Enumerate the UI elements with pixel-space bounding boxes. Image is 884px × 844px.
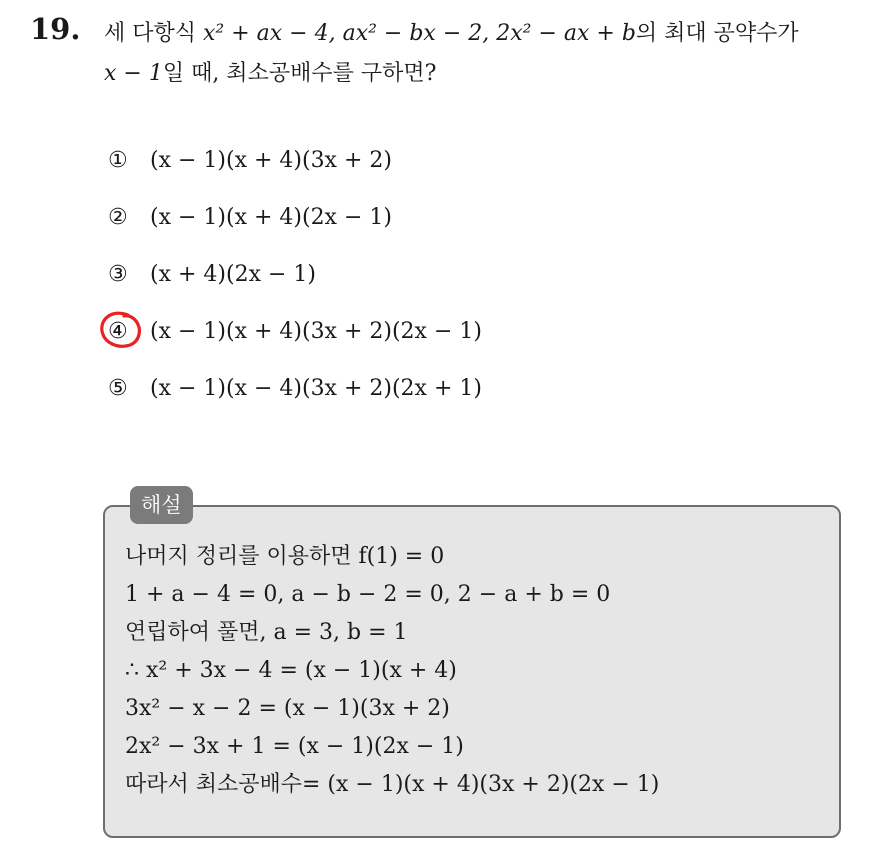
solution-line-6: 2x² − 3x + 1 = (x − 1)(2x − 1): [125, 734, 464, 759]
choice-5[interactable]: [108, 364, 482, 421]
choice-4-number: ④: [108, 319, 128, 344]
choice-4-expression: (x − 1)(x + 4)(3x + 2)(2x − 1): [150, 319, 482, 344]
choice-1-number: ①: [108, 148, 128, 173]
solution-line-7: 따라서 최소공배수= (x − 1)(x + 4)(3x + 2)(2x − 1): [125, 772, 660, 797]
solution-lines: [125, 540, 659, 806]
choice-1[interactable]: [108, 136, 482, 193]
choice-3-expression: (x + 4)(2x − 1): [150, 262, 316, 287]
choice-1-expression: (x − 1)(x + 4)(3x + 2): [150, 148, 392, 173]
solution-line-5: 3x² − x − 2 = (x − 1)(3x + 2): [125, 696, 450, 721]
solution-line-3: 연립하여 풀면, a = 3, b = 1: [125, 620, 408, 645]
choice-2-number: ②: [108, 205, 128, 230]
answer-choices: [108, 136, 482, 421]
solution-tag: 해설: [130, 486, 193, 524]
choice-2[interactable]: [108, 193, 482, 250]
choice-3[interactable]: [108, 250, 482, 307]
choice-5-expression: (x − 1)(x − 4)(3x + 2)(2x + 1): [150, 376, 482, 401]
solution-line-2: 1 + a − 4 = 0, a − b − 2 = 0, 2 − a + b = 0: [125, 582, 611, 607]
question-line-1: [104, 14, 874, 54]
question-text: [104, 14, 874, 94]
choice-4[interactable]: [108, 307, 482, 364]
question-line2-suffix: 일 때, 최소공배수를 구하면?: [162, 61, 437, 86]
choice-3-number: ③: [108, 262, 128, 287]
choice-5-number: ⑤: [108, 376, 128, 401]
solution-line-1: 나머지 정리를 이용하면 f(1) = 0: [125, 544, 445, 569]
question-line1-prefix: 세 다항식: [104, 21, 197, 46]
question-line-2: [104, 54, 874, 94]
question-line2-math: x − 1: [104, 61, 163, 86]
choice-2-expression: (x − 1)(x + 4)(2x − 1): [150, 205, 392, 230]
question-line1-suffix: 의 최대 공약수가: [635, 21, 799, 46]
question-number: 19.: [30, 12, 81, 46]
solution-line-4: ∴ x² + 3x − 4 = (x − 1)(x + 4): [125, 658, 457, 683]
question-line1-math: x² + ax − 4, ax² − bx − 2, 2x² − ax + b: [203, 21, 636, 46]
answer-mark-circle-icon: [98, 309, 144, 351]
